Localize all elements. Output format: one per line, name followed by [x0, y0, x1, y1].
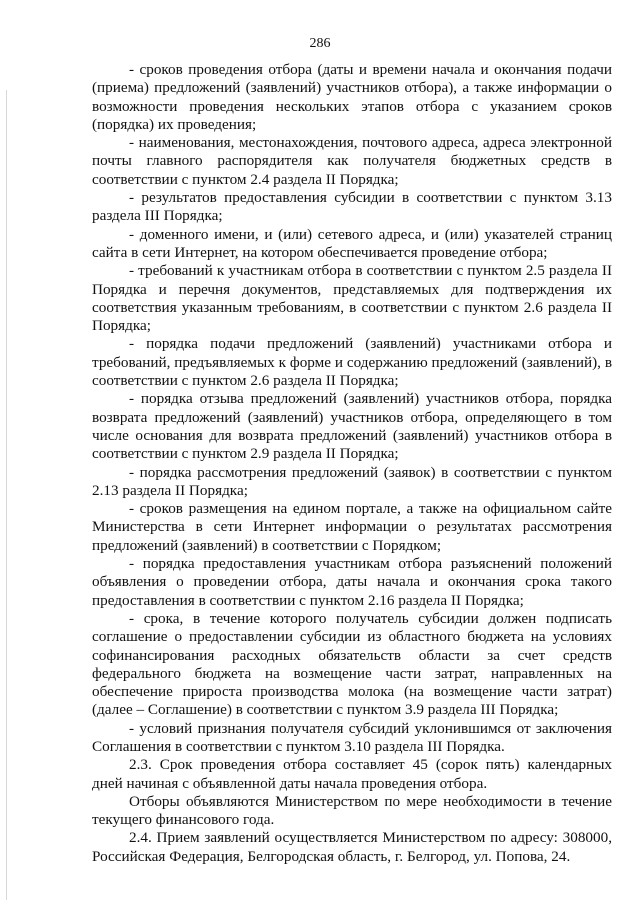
- scan-edge-line: [6, 90, 7, 900]
- clause-announcement: Отборы объявляются Министерством по мере необходимости в течение текущего финансового года.: [92, 792, 612, 829]
- list-item-deadlines: - сроков проведения отбора (даты и времени начала и окончания подачи (приема) предложений (заявлений) участников отбора), а также информации о возможности проведения нескольких этапов отбора с указанием сроков (порядка) их проведения;: [92, 61, 612, 133]
- list-item-requirements: - требований к участникам отбора в соответствии с пунктом 2.5 раздела II Порядка и перечня документов, представляемых для подтверждения их соответствия указанным требованиям, в соответствии с пунктом 2.6 раздела II Порядка;: [92, 262, 612, 335]
- list-item-address: - наименования, местонахождения, почтового адреса, адреса электронной почты главного распорядителя как получателя бюджетных средств в соответствии с пунктом 2.4 раздела II Порядка;: [92, 134, 612, 188]
- list-item-domain: - доменного имени, и (или) сетевого адреса, и (или) указателей страниц сайта в сети Интернет, на котором обеспечивается проведение отбора;: [92, 225, 612, 261]
- list-item-submission-order: - порядка подачи предложений (заявлений) участниками отбора и требований, предъявляемых к форме и содержанию предложений (заявлений), в соответствии с пунктом 2.6 раздела II Порядка;: [92, 335, 612, 390]
- list-item-results: - результатов предоставления субсидии в соответствии с пунктом 3.13 раздела III Порядка;: [92, 189, 612, 225]
- clause-2-3: 2.3. Срок проведения отбора составляет 45 (сорок пять) календарных дней начиная с объявленной даты начала проведения отбора.: [92, 756, 612, 792]
- list-item-withdrawal-order: - порядка отзыва предложений (заявлений) участников отбора, порядка возврата предложений (заявлений) участников отбора, определяющего в том числе основания для возврата предложений (заявлений) участников отбора в соответствии с пунктом 2.9 раздела II Порядка;: [92, 390, 612, 463]
- list-item-review-order: - порядка рассмотрения предложений (заявок) в соответствии с пунктом 2.13 раздела II Порядка;: [92, 463, 612, 499]
- list-item-clarifications: - порядка предоставления участникам отбора разъяснений положений объявления о проведении отбора, даты начала и окончания срока такого предоставления в соответствии с пунктом 2.16 раздела II Порядка;: [92, 555, 612, 609]
- document-body: [92, 61, 612, 866]
- page-number: 286: [309, 36, 331, 51]
- clause-2-4: 2.4. Прием заявлений осуществляется Министерством по адресу: 308000, Российская Федерация, Белгородская область, г. Белгород, ул. Попова, 24.: [92, 829, 612, 865]
- list-item-publication-terms: - сроков размещения на едином портале, а также на официальном сайте Министерства в сети Интернет информации о результатах рассмотрения предложений (заявлений) в соответствии с Порядком;: [92, 500, 612, 554]
- list-item-agreement-term: - срока, в течение которого получатель субсидии должен подписать соглашение о предоставлении субсидии из областного бюджета на условиях софинансирования расходных обязательств области за счет средств федерального бюджета на возмещение части затрат, направленных на обеспечение прироста производства молока (на возмещение части затрат) (далее – Соглашение) в соответствии с пунктом 3.9 раздела III Порядка;: [92, 609, 612, 719]
- list-item-evasion-conditions: - условий признания получателя субсидий уклонившимся от заключения Соглашения в соответствии с пунктом 3.10 раздела III Порядка.: [92, 719, 612, 755]
